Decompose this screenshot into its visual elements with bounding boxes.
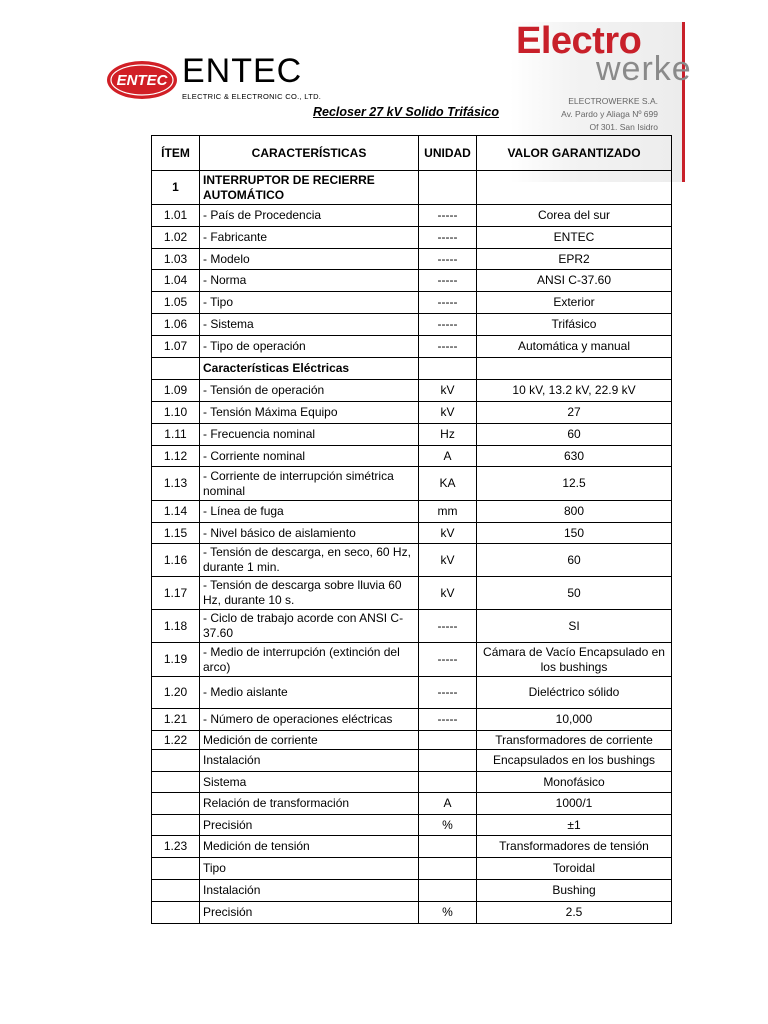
table-row bbox=[152, 171, 672, 205]
cell-item: 1.13 bbox=[152, 467, 200, 501]
header-characteristics: CARACTERÍSTICAS bbox=[200, 136, 419, 171]
cell-unit: ----- bbox=[419, 227, 477, 249]
cell-characteristic: - Número de operaciones eléctricas bbox=[200, 709, 419, 731]
cell-unit bbox=[419, 836, 477, 858]
cell-value: 10,000 bbox=[477, 709, 672, 731]
electrowerke-word-werke: werke bbox=[596, 50, 692, 88]
table-row bbox=[152, 402, 672, 424]
cell-item: 1.06 bbox=[152, 314, 200, 336]
cell-characteristic: - Ciclo de trabajo acorde con ANSI C-37.60 bbox=[200, 610, 419, 643]
table-row bbox=[152, 793, 672, 815]
header-unit: UNIDAD bbox=[419, 136, 477, 171]
table-row bbox=[152, 610, 672, 643]
cell-item bbox=[152, 358, 200, 380]
cell-characteristic: Instalación bbox=[200, 750, 419, 772]
cell-value: Transformadores de corriente bbox=[477, 731, 672, 750]
cell-item: 1.09 bbox=[152, 380, 200, 402]
cell-characteristic: - Medio aislante bbox=[200, 677, 419, 709]
cell-characteristic: - Modelo bbox=[200, 249, 419, 270]
cell-value: ANSI C-37.60 bbox=[477, 270, 672, 292]
cell-characteristic: Precisión bbox=[200, 902, 419, 924]
cell-item: 1.01 bbox=[152, 205, 200, 227]
cell-unit bbox=[419, 171, 477, 205]
cell-item: 1 bbox=[152, 171, 200, 205]
table-row bbox=[152, 836, 672, 858]
table-row bbox=[152, 523, 672, 544]
cell-unit bbox=[419, 358, 477, 380]
cell-item: 1.14 bbox=[152, 501, 200, 523]
entec-subtitle: ELECTRIC & ELECTRONIC CO., LTD. bbox=[182, 92, 322, 101]
table-row bbox=[152, 336, 672, 358]
cell-value: 800 bbox=[477, 501, 672, 523]
table-row bbox=[152, 270, 672, 292]
cell-value: Toroidal bbox=[477, 858, 672, 880]
cell-characteristic: - Tipo de operación bbox=[200, 336, 419, 358]
cell-item: 1.17 bbox=[152, 577, 200, 610]
cell-value: 10 kV, 13.2 kV, 22.9 kV bbox=[477, 380, 672, 402]
table-row bbox=[152, 772, 672, 793]
cell-item: 1.15 bbox=[152, 523, 200, 544]
cell-characteristic: - País de Procedencia bbox=[200, 205, 419, 227]
table-row bbox=[152, 446, 672, 467]
cell-unit: ----- bbox=[419, 314, 477, 336]
cell-unit: % bbox=[419, 902, 477, 924]
cell-characteristic: Sistema bbox=[200, 772, 419, 793]
cell-value: Encapsulados en los bushings bbox=[477, 750, 672, 772]
table-row bbox=[152, 501, 672, 523]
cell-item: 1.05 bbox=[152, 292, 200, 314]
cell-unit: ----- bbox=[419, 270, 477, 292]
cell-characteristic: Instalación bbox=[200, 880, 419, 902]
cell-value: 27 bbox=[477, 402, 672, 424]
cell-value: 60 bbox=[477, 544, 672, 577]
cell-unit: Hz bbox=[419, 424, 477, 446]
cell-unit: kV bbox=[419, 402, 477, 424]
cell-item bbox=[152, 772, 200, 793]
cell-unit: % bbox=[419, 815, 477, 836]
cell-value: 12.5 bbox=[477, 467, 672, 501]
entec-emblem-text: ENTEC bbox=[116, 72, 168, 89]
cell-item: 1.23 bbox=[152, 836, 200, 858]
cell-value: Cámara de Vacío Encapsulado en los bushings bbox=[477, 643, 672, 677]
cell-characteristic: - Tensión de descarga, en seco, 60 Hz, durante 1 min. bbox=[200, 544, 419, 577]
cell-unit bbox=[419, 880, 477, 902]
cell-value: ±1 bbox=[477, 815, 672, 836]
cell-unit: kV bbox=[419, 577, 477, 610]
cell-item: 1.10 bbox=[152, 402, 200, 424]
cell-value: 150 bbox=[477, 523, 672, 544]
cell-unit bbox=[419, 858, 477, 880]
cell-unit bbox=[419, 772, 477, 793]
table-body bbox=[152, 171, 672, 924]
cell-item: 1.12 bbox=[152, 446, 200, 467]
cell-characteristic: - Tipo bbox=[200, 292, 419, 314]
table-row bbox=[152, 858, 672, 880]
cell-item bbox=[152, 902, 200, 924]
cell-value: Bushing bbox=[477, 880, 672, 902]
cell-characteristic: Relación de transformación bbox=[200, 793, 419, 815]
entec-name: ENTEC bbox=[182, 52, 303, 90]
cell-unit: mm bbox=[419, 501, 477, 523]
spec-table bbox=[151, 135, 672, 924]
cell-characteristic: - Nivel básico de aislamiento bbox=[200, 523, 419, 544]
table-row bbox=[152, 643, 672, 677]
header-guaranteed-value: VALOR GARANTIZADO bbox=[477, 136, 672, 171]
cell-unit: ----- bbox=[419, 249, 477, 270]
cell-value: 2.5 bbox=[477, 902, 672, 924]
table-row bbox=[152, 424, 672, 446]
cell-unit bbox=[419, 731, 477, 750]
cell-item: 1.04 bbox=[152, 270, 200, 292]
cell-unit: A bbox=[419, 446, 477, 467]
cell-value bbox=[477, 358, 672, 380]
cell-characteristic: - Sistema bbox=[200, 314, 419, 336]
cell-value: Trifásico bbox=[477, 314, 672, 336]
cell-value: 630 bbox=[477, 446, 672, 467]
table-row bbox=[152, 731, 672, 750]
cell-item: 1.18 bbox=[152, 610, 200, 643]
cell-item bbox=[152, 750, 200, 772]
cell-item: 1.20 bbox=[152, 677, 200, 709]
cell-characteristic: - Corriente nominal bbox=[200, 446, 419, 467]
cell-unit: ----- bbox=[419, 205, 477, 227]
cell-characteristic: INTERRUPTOR DE RECIERRE AUTOMÁTICO bbox=[200, 171, 419, 205]
cell-unit: KA bbox=[419, 467, 477, 501]
cell-unit: ----- bbox=[419, 292, 477, 314]
cell-characteristic: - Tensión de operación bbox=[200, 380, 419, 402]
table-row bbox=[152, 902, 672, 924]
cell-unit: kV bbox=[419, 523, 477, 544]
table-row bbox=[152, 677, 672, 709]
cell-item bbox=[152, 793, 200, 815]
table-row bbox=[152, 709, 672, 731]
cell-characteristic: Medición de corriente bbox=[200, 731, 419, 750]
cell-characteristic: - Tensión de descarga sobre lluvia 60 Hz, durante 10 s. bbox=[200, 577, 419, 610]
cell-characteristic: Medición de tensión bbox=[200, 836, 419, 858]
cell-characteristic: Precisión bbox=[200, 815, 419, 836]
cell-value: 50 bbox=[477, 577, 672, 610]
cell-unit: kV bbox=[419, 544, 477, 577]
cell-unit: kV bbox=[419, 380, 477, 402]
table-row bbox=[152, 292, 672, 314]
table-row bbox=[152, 249, 672, 270]
cell-value: Automática y manual bbox=[477, 336, 672, 358]
cell-unit: ----- bbox=[419, 610, 477, 643]
cell-unit: ----- bbox=[419, 677, 477, 709]
cell-value: Dieléctrico sólido bbox=[477, 677, 672, 709]
table-row bbox=[152, 544, 672, 577]
cell-item: 1.11 bbox=[152, 424, 200, 446]
cell-item: 1.21 bbox=[152, 709, 200, 731]
table-header-row bbox=[152, 136, 672, 171]
document-title: Recloser 27 kV Solido Trifásico bbox=[313, 105, 499, 119]
cell-unit: ----- bbox=[419, 643, 477, 677]
cell-characteristic: - Corriente de interrupción simétrica nominal bbox=[200, 467, 419, 501]
cell-characteristic: - Tensión Máxima Equipo bbox=[200, 402, 419, 424]
table-row bbox=[152, 358, 672, 380]
cell-item bbox=[152, 880, 200, 902]
table-row bbox=[152, 815, 672, 836]
cell-item bbox=[152, 858, 200, 880]
table-row bbox=[152, 314, 672, 336]
cell-item: 1.07 bbox=[152, 336, 200, 358]
address-line: Av. Pardo y Aliaga Nº 699 bbox=[561, 109, 658, 119]
table-row bbox=[152, 577, 672, 610]
cell-characteristic: - Medio de interrupción (extinción del arco) bbox=[200, 643, 419, 677]
cell-value: 1000/1 bbox=[477, 793, 672, 815]
cell-characteristic: - Fabricante bbox=[200, 227, 419, 249]
table-row bbox=[152, 205, 672, 227]
cell-value: Exterior bbox=[477, 292, 672, 314]
cell-unit: ----- bbox=[419, 709, 477, 731]
cell-item: 1.19 bbox=[152, 643, 200, 677]
cell-characteristic: - Norma bbox=[200, 270, 419, 292]
cell-characteristic: - Línea de fuga bbox=[200, 501, 419, 523]
cell-characteristic: Características Eléctricas bbox=[200, 358, 419, 380]
cell-value: EPR2 bbox=[477, 249, 672, 270]
address-line: ELECTROWERKE S.A. bbox=[568, 96, 658, 106]
table-row bbox=[152, 750, 672, 772]
table-row bbox=[152, 467, 672, 501]
cell-unit bbox=[419, 750, 477, 772]
electrowerke-red-bar bbox=[682, 22, 685, 182]
electrowerke-word-electro: Electro bbox=[516, 20, 642, 62]
header-item: ÍTEM bbox=[152, 136, 200, 171]
cell-item: 1.16 bbox=[152, 544, 200, 577]
cell-unit: ----- bbox=[419, 336, 477, 358]
cell-item: 1.22 bbox=[152, 731, 200, 750]
table-row bbox=[152, 380, 672, 402]
cell-value: SI bbox=[477, 610, 672, 643]
cell-value: 60 bbox=[477, 424, 672, 446]
cell-value: ENTEC bbox=[477, 227, 672, 249]
entec-logo bbox=[106, 52, 346, 106]
entec-emblem-icon bbox=[106, 60, 178, 100]
cell-value bbox=[477, 171, 672, 205]
cell-value: Transformadores de tensión bbox=[477, 836, 672, 858]
cell-characteristic: Tipo bbox=[200, 858, 419, 880]
electrowerke-address bbox=[530, 95, 658, 134]
cell-characteristic: - Frecuencia nominal bbox=[200, 424, 419, 446]
cell-value: Monofásico bbox=[477, 772, 672, 793]
address-line: Of 301. San Isidro bbox=[589, 122, 658, 132]
cell-item: 1.02 bbox=[152, 227, 200, 249]
table-row bbox=[152, 227, 672, 249]
cell-value: Corea del sur bbox=[477, 205, 672, 227]
cell-unit: A bbox=[419, 793, 477, 815]
table-row bbox=[152, 880, 672, 902]
cell-item bbox=[152, 815, 200, 836]
cell-item: 1.03 bbox=[152, 249, 200, 270]
